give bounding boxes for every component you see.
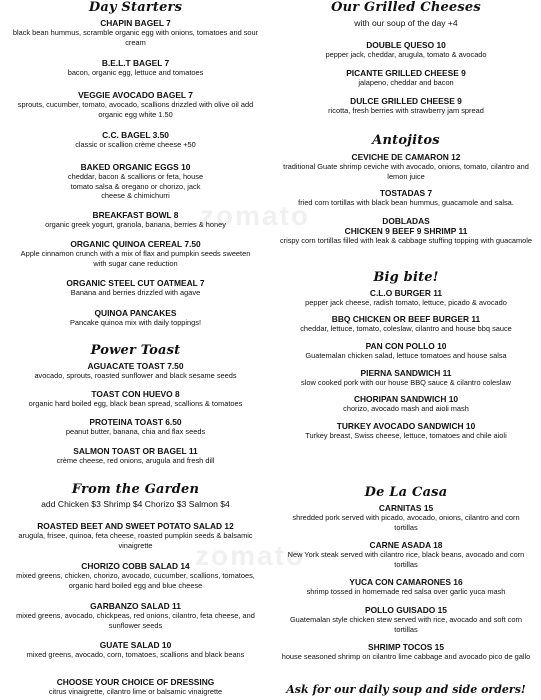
menu-item [2, 58, 269, 78]
item-description: crispy corn tortillas filled with leak & cabbage stuffing topping with guacamole [279, 236, 533, 245]
menu-item [2, 417, 269, 437]
menu-item [275, 394, 537, 414]
item-description: Guatemalan style chicken stew served with rice, avocado and soft corn tortillas [289, 615, 523, 634]
item-description: arugula, frisee, quinoa, feta cheese, roasted pumpkin seeds & balsamic vinaigrette [18, 531, 253, 550]
menu-item [275, 341, 537, 361]
item-description: sprouts, cucumber, tomato, avocado, scallions drizzled with olive oil add organic egg white 1.50 [17, 100, 254, 119]
item-description: mixed greens, avocado, chickpeas, red onions, cilantro, feta cheese, and sunflower seeds [16, 611, 255, 630]
item-description: crème cheese, red onions, arugula and fresh dill [56, 456, 215, 465]
item-name: ORGANIC STEEL CUT OATMEAL 7 [66, 278, 205, 288]
item-name: TURKEY AVOCADO SANDWICH 10 [336, 421, 476, 431]
item-description: organic hard boiled egg, black bean spread, scallions & tomatoes [28, 399, 243, 408]
item-name: SALMON TOAST OR BAGEL 11 [73, 446, 198, 456]
item-description: black bean hummus, scramble organic egg with onions, tomatoes and sour cream [12, 28, 259, 47]
item-name: BAKED ORGANIC EGGS 10 [80, 162, 191, 172]
section-title-grilled-cheeses: Our Grilled Cheeses [331, 0, 481, 15]
menu-item [275, 152, 537, 181]
watermark: zomato [200, 200, 310, 231]
item-description: fried corn tortillas with black bean hummus, guacamole and salsa. [298, 198, 514, 207]
menu-item [2, 601, 269, 630]
section-title-antojitos: Antojitos [372, 133, 440, 148]
item-description: chorizo, avocado mash and aioli mash [343, 404, 469, 413]
item-description: Turkey breast, Swiss cheese, lettuce, tomatoes and chile aioli [305, 431, 507, 440]
item-description: shrimp tossed in homemade red salsa over garlic yuca mash [306, 587, 506, 596]
menu-item [275, 503, 537, 532]
menu-item [2, 90, 269, 119]
item-description: pepper jack cheese, radish tomato, lettuce, picado & avocado [305, 298, 507, 307]
item-description: peanut butter, banana, chia and flax seeds [65, 427, 206, 436]
menu-item [2, 130, 269, 150]
item-name: TOSTADAS 7 [379, 188, 433, 198]
item-description: traditional Guate shrimp ceviche with avocado, onions, tomato, cilantro and lemon juice [283, 162, 529, 181]
menu-item [2, 361, 269, 381]
item-name: YUCA CON CAMARONES 16 [349, 577, 463, 587]
menu-item [2, 308, 269, 328]
section-title-de-la-casa: De La Casa [364, 485, 448, 500]
item-name: AGUACATE TOAST 7.50 [87, 361, 184, 371]
menu-item [275, 314, 537, 334]
item-name: POLLO GUISADO 15 [365, 605, 447, 615]
item-name: VEGGIE AVOCADO BAGEL 7 [78, 90, 193, 100]
item-description: mixed greens, avocado, corn, tomatoes, scallions and black beans [26, 650, 245, 659]
item-name: DOBLADAS CHICKEN 9 BEEF 9 SHRIMP 11 [344, 216, 468, 236]
item-description: ricotta, fresh berries with strawberry jam spread [328, 106, 484, 115]
item-description: organic greek yogurt, granola, banana, berries & honey [45, 220, 226, 229]
item-description: slow cooked pork with our house BBQ sauce & cilantro coleslaw [301, 378, 511, 387]
menu-item [2, 210, 269, 230]
section-subtitle: add Chicken $3 Shrimp $4 Chorizo $3 Salmon $4 [41, 499, 230, 509]
item-name: QUINOA PANCAKES [94, 308, 177, 318]
item-description: mixed greens, chicken, chorizo, avocado, cucumber, scallions, tomatoes, organic hard boiled egg and blue cheese [16, 571, 255, 590]
item-description: Apple cinnamon crunch with a mix of flax and pumpkin seeds sweeten with sugar cane reduction [20, 249, 251, 268]
item-name: BBQ CHICKEN OR BEEF BURGER 11 [331, 314, 481, 324]
item-description: cheddar, lettuce, tomato, coleslaw, cilantro and house bbq sauce [300, 324, 512, 333]
menu-item [275, 68, 537, 88]
menu-item [275, 288, 537, 308]
item-name: CARNE ASADA 18 [369, 540, 443, 550]
item-name: GUATE SALAD 10 [99, 640, 172, 650]
menu-item [2, 278, 269, 298]
menu-item [2, 239, 269, 268]
item-name: ORGANIC QUINOA CEREAL 7.50 [70, 239, 201, 249]
menu-item [275, 421, 537, 441]
menu-item [275, 216, 537, 246]
item-description: avocado, sprouts, roasted sunflower and black sesame seeds [34, 371, 237, 380]
watermark: zomato [195, 540, 305, 571]
item-description: shredded pork served with picado, avocado, onions, cilantro and corn tortillas [292, 513, 520, 532]
menu-item [2, 561, 269, 590]
menu-item [275, 605, 537, 634]
item-description: jalapeno, cheddar and bacon [358, 78, 454, 87]
item-description: bacon, organic egg, lettuce and tomatoes [67, 68, 204, 77]
footer-note: Ask for our daily soup and side orders! [286, 683, 526, 696]
section-title-day-starters: Day Starters [88, 0, 183, 15]
menu-item [2, 677, 269, 697]
section-title-power-toast: Power Toast [90, 343, 181, 358]
item-name: DULCE GRILLED CHEESE 9 [350, 96, 462, 106]
item-name: TOAST CON HUEVO 8 [91, 389, 180, 399]
item-name: PROTEINA TOAST 6.50 [89, 417, 182, 427]
item-description: house seasoned shrimp on cilantro lime cabbage and avocado pico de gallo [281, 652, 531, 661]
menu-item [275, 540, 537, 569]
item-description: Banana and berries drizzled with agave [70, 288, 201, 297]
item-description: cheddar, bacon & scallions or feta, house tomato salsa & oregano or chorizo, jack cheese & chimichurri [67, 172, 204, 201]
menu-item [275, 642, 537, 662]
item-description: classic or scallion crème cheese +50 [75, 140, 196, 149]
menu-item [275, 188, 537, 208]
item-name: CHOOSE YOUR CHOICE OF DRESSING [56, 677, 215, 687]
section-subtitle: with our soup of the day +4 [354, 18, 458, 28]
item-description: citrus vinaigrette, cilantro lime or balsamic vinaigrette [48, 687, 223, 696]
item-name: GARBANZO SALAD 11 [90, 601, 181, 611]
item-name: DOUBLE QUESO 10 [366, 40, 446, 50]
item-name: ROASTED BEET AND SWEET POTATO SALAD 12 [37, 521, 234, 531]
menu-item [2, 389, 269, 409]
section-title-from-the-garden: From the Garden [71, 482, 200, 497]
menu-item [275, 40, 537, 60]
section-title-big-bite: Big bite! [373, 270, 439, 285]
menu-item [275, 368, 537, 388]
menu-item [275, 96, 537, 116]
item-description: Guatemalan chicken salad, lettuce tomatoes and house salsa [305, 351, 507, 360]
item-name: CHORIPAN SANDWICH 10 [353, 394, 459, 404]
item-name: CARNITAS 15 [378, 503, 434, 513]
item-name: BREAKFAST BOWL 8 [92, 210, 179, 220]
item-name: CHORIZO COBB SALAD 14 [81, 561, 190, 571]
item-name: PIERNA SANDWICH 11 [360, 368, 452, 378]
item-name: C.C. BAGEL 3.50 [102, 130, 169, 140]
menu-item [2, 18, 269, 47]
menu-item [2, 446, 269, 466]
menu-item [2, 521, 269, 550]
item-name: SHRIMP TOCOS 15 [367, 642, 445, 652]
menu-item [2, 640, 269, 660]
item-description: pepper jack, cheddar, arugula, tomato & avocado [325, 50, 487, 59]
item-name: PAN CON POLLO 10 [365, 341, 447, 351]
menu-item [275, 577, 537, 597]
item-name: C.L.O BURGER 11 [369, 288, 443, 298]
menu-item [2, 162, 269, 201]
item-description: Pancake quinoa mix with daily toppings! [69, 318, 202, 327]
item-name: CHAPIN BAGEL 7 [100, 18, 171, 28]
item-description: New York steak served with cilantro rice, black beans, avocado and corn tortillas [287, 550, 525, 569]
item-name: B.E.L.T BAGEL 7 [101, 58, 170, 68]
item-name: PICANTE GRILLED CHEESE 9 [346, 68, 466, 78]
item-name: CEVICHE DE CAMARON 12 [351, 152, 461, 162]
